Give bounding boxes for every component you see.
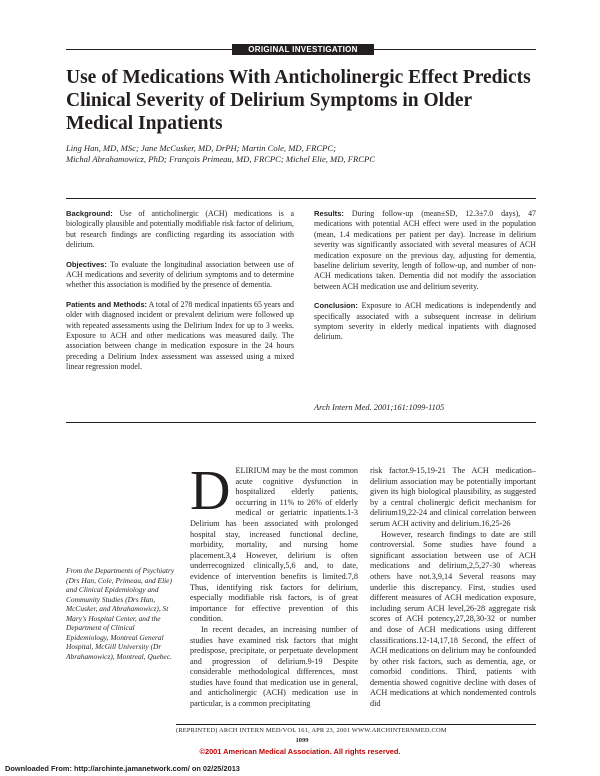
conclusion-heading: Conclusion: xyxy=(314,301,358,311)
background-heading: Background: xyxy=(66,209,113,218)
lead-word: ELIRIUM xyxy=(235,466,270,475)
body-paragraph-1-text: may be the most common acute cognitive dysfunction in hospitalized elderly patients, occurring in 11% to 26% of elderly medical or geriatric inpatients.1-3 Delirium has been associated with prolonged hospital stay, increased functional decline, morbidity, mortality, and nursing home placement.3,4 However, delirium is often underrecognized clinically,5,6 and, to date, evidence of intervention benefits is limited.7,8 Thus, identifying risk factors for delirium, especially modifiable risk factors, is of great importance for effective prevention of this condition. xyxy=(190,466,358,624)
copyright-notice: ©2001 American Medical Association. All rights reserved. xyxy=(199,747,401,756)
article-title: Use of Medications With Anticholinergic Effect Predicts Clinical Severity of Delirium Symptoms in Older Medical Inpatients xyxy=(66,67,531,134)
body-paragraph-1 xyxy=(190,460,358,625)
results-heading: Results: xyxy=(314,209,344,218)
body-paragraph-2: In recent decades, an increasing number of studies have examined risk factors that might predispose, precipitate, or perpetuate development and progression of delirium.9-19 Despite considerable methodological differences, most studies have found that medication use in general, and anticholinergic (ACH) medication use in particular, is a common precipitating xyxy=(190,624,358,709)
abstract-left-column xyxy=(66,209,294,382)
body-paragraph-3: risk factor.9-15,19-21 The ACH medication–delirium association may be potentially important given its high biological plausibility, as suggested by a central cholinergic deficit mechanism for delirium19,22-24 and clinical correlation between serum ACH activity and delirium.16,25-26 xyxy=(370,466,536,528)
abstract-objectives xyxy=(66,260,294,291)
background-text: Use of anticholinergic (ACH) medications is a biologically plausible and potentially modifiable risk factor of delirium, but research findings are conflicting regarding its association with delirium. xyxy=(66,209,294,250)
results-text: During follow-up (mean±SD, 12.3±7.0 days), 47 medications with potential ACH effect were used in the population (mean, 1.4 medications per patient per day). Increase in delirium severity was significantly associated with several measures of ACH medication exposure on the previous day, adjusting for dementia, baseline delirium severity, length of follow-up, and number of non-ACH medications taken. Dementia did not modify the association between ACH medication use and delirium severity. xyxy=(314,209,536,291)
abstract-top-rule xyxy=(66,198,536,199)
journal-citation: Arch Intern Med. 2001;161:1099-1105 xyxy=(314,403,445,412)
drop-cap: D xyxy=(190,460,231,522)
author-affiliations: From the Departments of Psychiatry (Drs Han, Cole, Primeau, and Elie) and Clinical Epidemiology and Community Studies (Drs Han, McCusker, and Abrahamowicz), St Mary's Hospital Center, and the Department of Clinical Epidemiology, Montreal General Hospital, McGill University (Dr Abrahamowicz), Montreal, Quebec. xyxy=(66,566,175,661)
page-number: 1099 xyxy=(295,737,309,744)
objectives-text: To evaluate the longitudinal association between use of ACH medications and severity of delirium symptoms and to determine whether this association is modified by the presence of dementia. xyxy=(66,259,294,290)
download-stamp: Downloaded From: http://archinte.jamanetwork.com/ on 02/25/2013 xyxy=(5,764,240,773)
abstract-right-column xyxy=(314,209,536,352)
page-footer: (REPRINTED) ARCH INTERN MED/VOL 161, APR 23, 2001 WWW.ARCHINTERNMED.COM xyxy=(176,727,447,734)
body-column-1 xyxy=(190,460,358,710)
abstract-background xyxy=(66,209,294,251)
conclusion-text: Exposure to ACH medications is independently and specifically associated with a subsequent increase in delirium symptom severity in elderly medical inpatients with diagnosed delirium. xyxy=(314,301,536,342)
author-line-2: Michal Abrahamowicz, PhD; François Primeau, MD, FRCPC; Michel Elie, MD, FRCPC xyxy=(66,154,375,164)
author-line-1: Ling Han, MD, MSc; Jane McCusker, MD, DrPH; Martin Cole, MD, FRCPC; xyxy=(66,143,336,153)
abstract-bottom-rule xyxy=(66,422,536,423)
author-list xyxy=(66,143,536,165)
section-label: ORIGINAL INVESTIGATION xyxy=(232,44,374,55)
footer-rule xyxy=(176,724,536,725)
body-paragraph-4: However, research findings to date are still controversial. Some studies have found a significant association between use of ACH medications and delirium,2,5,27-30 whereas others have not.3,9,14 Several reasons may underlie this discrepancy. First, studies used different measures of ACH medication exposure, including serum ACH level,26-28 aggregate risk scores of ACH potency,27,28,30-32 or number and dose of ACH medications using different classifications.12-14,17,18 Second, the effect of ACH medications on delirium may be confounded by other risk factors, such as dementia, age, or comorbid conditions. Third, patients with dementia showed cognitive decline with doses of ACH medications at which nondemented controls did xyxy=(370,529,536,709)
abstract-results xyxy=(314,209,536,292)
abstract-conclusion xyxy=(314,301,536,343)
abstract-patients-methods xyxy=(66,300,294,373)
methods-text: A total of 278 medical inpatients 65 years and older with diagnosed incident or prevalent delirium were followed up with repeated assessments using the Delirium Index for up to 3 weeks. Exposure to ACH and other medications was measured daily. The association between change in medication exposure in the 24 hours preceding a Delirium Index assessment was assessed using a mixed linear regression model. xyxy=(66,299,294,372)
methods-heading: Patients and Methods: xyxy=(66,299,148,309)
body-column-2 xyxy=(370,466,536,710)
objectives-heading: Objectives: xyxy=(66,259,107,269)
